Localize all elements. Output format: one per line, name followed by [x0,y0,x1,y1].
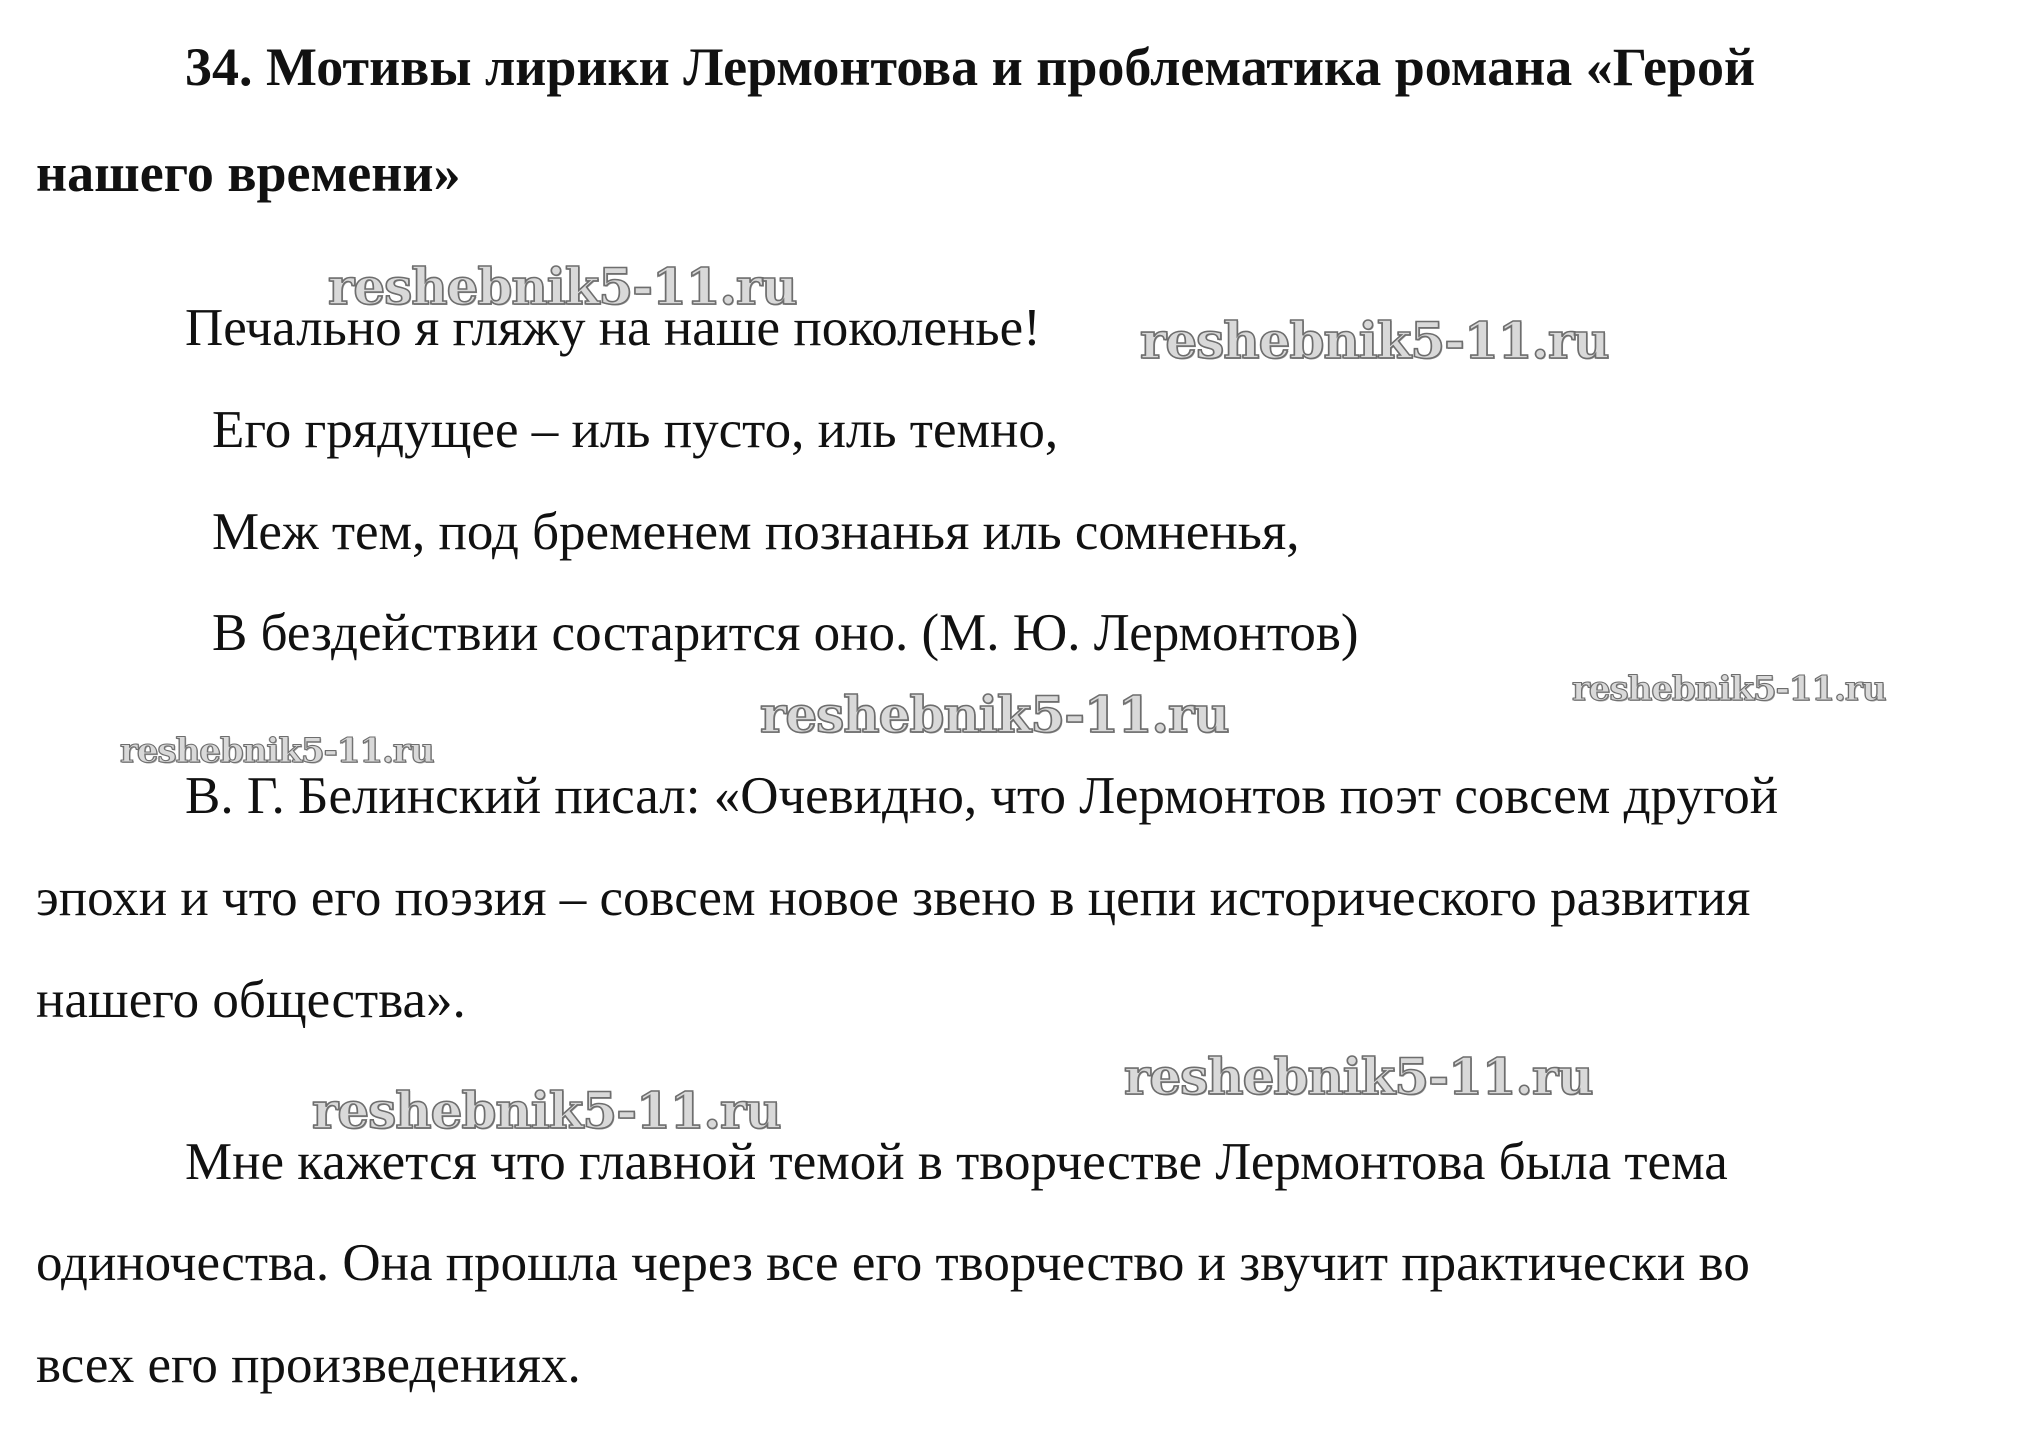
quote-line-2: эпохи и что его поэзия – совсем новое звено в цепи исторического развития [36,869,1751,927]
opinion-line-2: одиночества. Она прошла через все его творчество и звучит практически во [36,1234,1750,1292]
watermark: reshebnik5-11.ru [312,1081,781,1140]
watermark: reshebnik5-11.ru [328,257,797,316]
watermark: reshebnik5-11.ru [1572,669,1886,709]
quote-line-1: В. Г. Белинский писал: «Очевидно, что Лермонтов поэт совсем другой [185,767,1779,825]
heading-line-2: нашего времени» [36,143,461,203]
poem-line-3: Меж тем, под бременем познанья иль сомненья, [212,503,1300,561]
watermark: reshebnik5-11.ru [1124,1047,1593,1106]
poem-line-1: Печально я гляжу на наше поколенье! [185,299,1041,357]
poem-line-4: В бездействии состарится оно. (М. Ю. Лермонтов) [212,604,1359,662]
heading-line-1: 34. Мотивы лирики Лермонтова и проблематика романа «Герой [185,37,1756,97]
opinion-line-3: всех его произведениях. [36,1336,581,1394]
watermark: reshebnik5-11.ru [120,731,434,771]
quote-line-3: нашего общества». [36,971,466,1029]
poem-line-2: Его грядущее – иль пусто, иль темно, [212,401,1059,459]
watermark: reshebnik5-11.ru [760,685,1229,744]
opinion-line-1: Мне кажется что главной темой в творчестве Лермонтова была тема [185,1133,1728,1191]
watermark: reshebnik5-11.ru [1140,311,1609,370]
